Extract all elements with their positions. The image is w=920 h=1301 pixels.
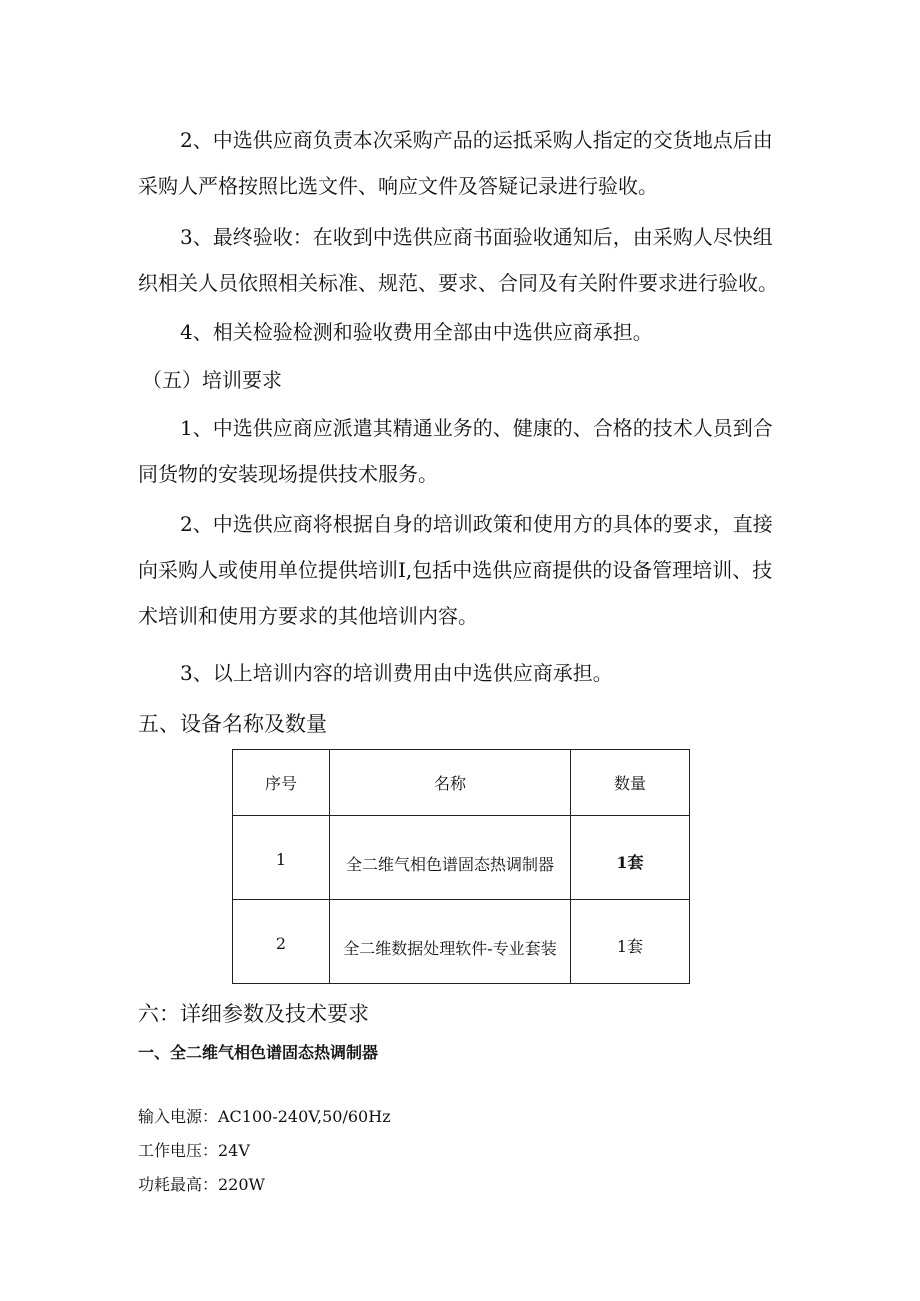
acceptance-item-4-line-1: 4、相关检验检测和验收费用全部由中选供应商承担。 <box>180 320 653 344</box>
acceptance-item-3-line-2: 织相关人员依照相关标准、规范、要求、合同及有关附件要求进行验收。 <box>138 271 778 295</box>
acceptance-item-4 <box>138 309 786 355</box>
row-2-name: 全二维数据处理软件-专业套装 <box>330 900 571 984</box>
row-2-qty: 1套 <box>571 900 690 984</box>
training-item-2-line-2: 向采购人或使用单位提供培训I,包括中选供应商提供的设备管理培训、技 <box>138 558 773 582</box>
training-item-1-line-2: 同货物的安装现场提供技术服务。 <box>138 462 438 486</box>
acceptance-item-3 <box>138 214 786 306</box>
training-item-2 <box>138 501 786 639</box>
row-2-no: 2 <box>233 900 330 984</box>
header-name: 名称 <box>330 750 571 816</box>
training-item-1-line-1: 1、中选供应商应派遣其精通业务的、健康的、合格的技术人员到合 <box>180 416 773 440</box>
params-section-title: 六：详细参数及技术要求 <box>138 1002 369 1026</box>
row-1-qty: 1套 <box>571 816 690 900</box>
spec-working-voltage: 工作电压：24V <box>138 1141 250 1160</box>
acceptance-item-2-line-1: 2、中选供应商负责本次采购产品的运抵采购人指定的交货地点后由 <box>180 128 773 152</box>
equipment-table <box>232 749 690 984</box>
acceptance-item-3-line-1: 3、最终验收：在收到中选供应商书面验收通知后，由采购人尽快组 <box>180 225 773 249</box>
row-1-no: 1 <box>233 816 330 900</box>
table-header-row <box>233 750 690 816</box>
params-subsection-title: 一、全二维气相色谱固态热调制器 <box>138 1043 379 1062</box>
training-item-2-line-1: 2、中选供应商将根据自身的培训政策和使用方的具体的要求，直接 <box>180 512 773 536</box>
training-title <box>142 357 790 403</box>
training-title-text: （五）培训要求 <box>142 368 282 392</box>
row-1-name: 全二维气相色谱固态热调制器 <box>330 816 571 900</box>
header-qty: 数量 <box>571 750 690 816</box>
table-row <box>233 900 690 984</box>
training-item-3 <box>138 650 786 696</box>
equipment-section-title: 五、设备名称及数量 <box>138 712 327 736</box>
table-row <box>233 816 690 900</box>
spec-max-power: 功耗最高：220W <box>138 1175 265 1194</box>
spec-input-power: 输入电源：AC100-240V,50/60Hz <box>138 1107 391 1126</box>
acceptance-item-2-line-2: 采购人严格按照比选文件、响应文件及答疑记录进行验收。 <box>138 174 658 198</box>
header-no: 序号 <box>233 750 330 816</box>
acceptance-item-2 <box>138 117 786 209</box>
training-item-1 <box>138 405 786 497</box>
training-item-3-line-1: 3、以上培训内容的培训费用由中选供应商承担。 <box>180 661 613 685</box>
training-item-2-line-3: 术培训和使用方要求的其他培训内容。 <box>138 604 478 628</box>
